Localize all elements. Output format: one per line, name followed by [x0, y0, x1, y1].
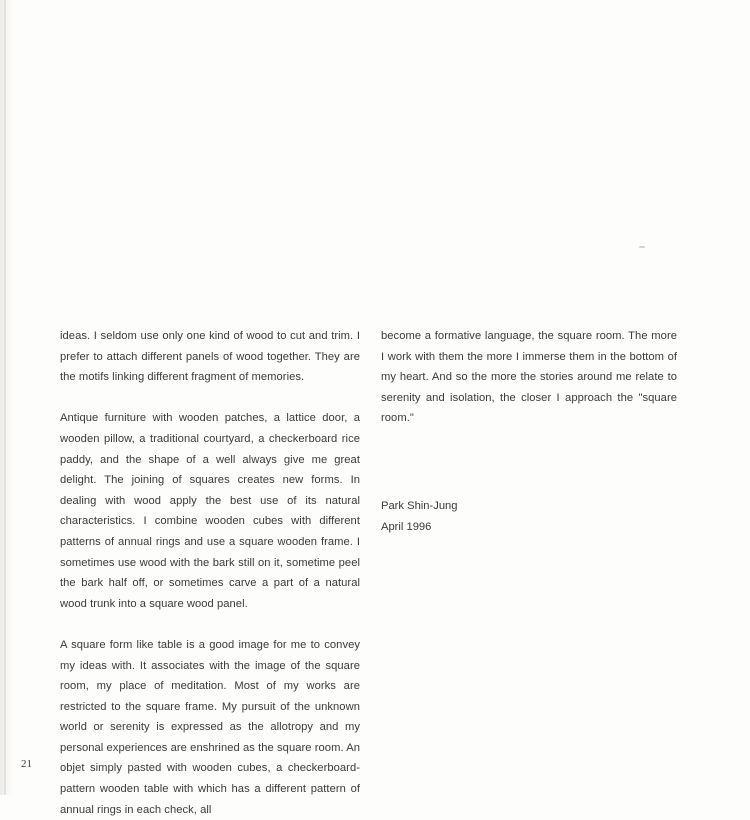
signature-block — [381, 496, 458, 537]
paragraph-2: Antique furniture with wooden patches, a lattice door, a wooden pillow, a traditional courtyard, a checkerboard rice paddy, and the shape of a well always give me great delight. The joining of squares creates new forms. In dealing with wood apply the best use of its natural characteristics. I combine wooden cubes with different patterns of annual rings and use a square wooden frame. I sometimes use wood with the bark still on it, sometime peel the bark half off, or sometimes carve a part of a natural wood trunk into a square wood panel. — [60, 412, 360, 610]
scan-speck — [639, 246, 645, 248]
paragraph-3: A square form like table is a good image for me to convey my ideas with. It associates with the image of the square room, my place of meditation. Most of my works are restricted to the square frame. My pursuit of the unknown world or serenity is expressed as the allotropy and my personal experiences are enshrined as the square room. An objet simply pasted with wooden cubes, a checkerboard-pattern wooden table with which has a different pattern of annual rings in each check, all — [60, 638, 360, 816]
page-number: 21 — [21, 758, 32, 770]
paragraph-1: ideas. I seldom use only one kind of wood to cut and trim. I prefer to attach different panels of wood together. They are the motifs linking different fragment of memories. — [60, 330, 360, 384]
right-text-column — [381, 326, 677, 429]
binding-gutter — [4, 0, 6, 795]
left-text-column — [60, 326, 360, 820]
paragraph-4: become a formative language, the square room. The more I work with them the more I immerse them in the bottom of my heart. And so the more the stories around me relate to serenity and isolation, the closer I approach the "square room." — [381, 330, 677, 425]
signature-date: April 1996 — [381, 520, 432, 533]
author-name: Park Shin-Jung — [381, 500, 458, 512]
